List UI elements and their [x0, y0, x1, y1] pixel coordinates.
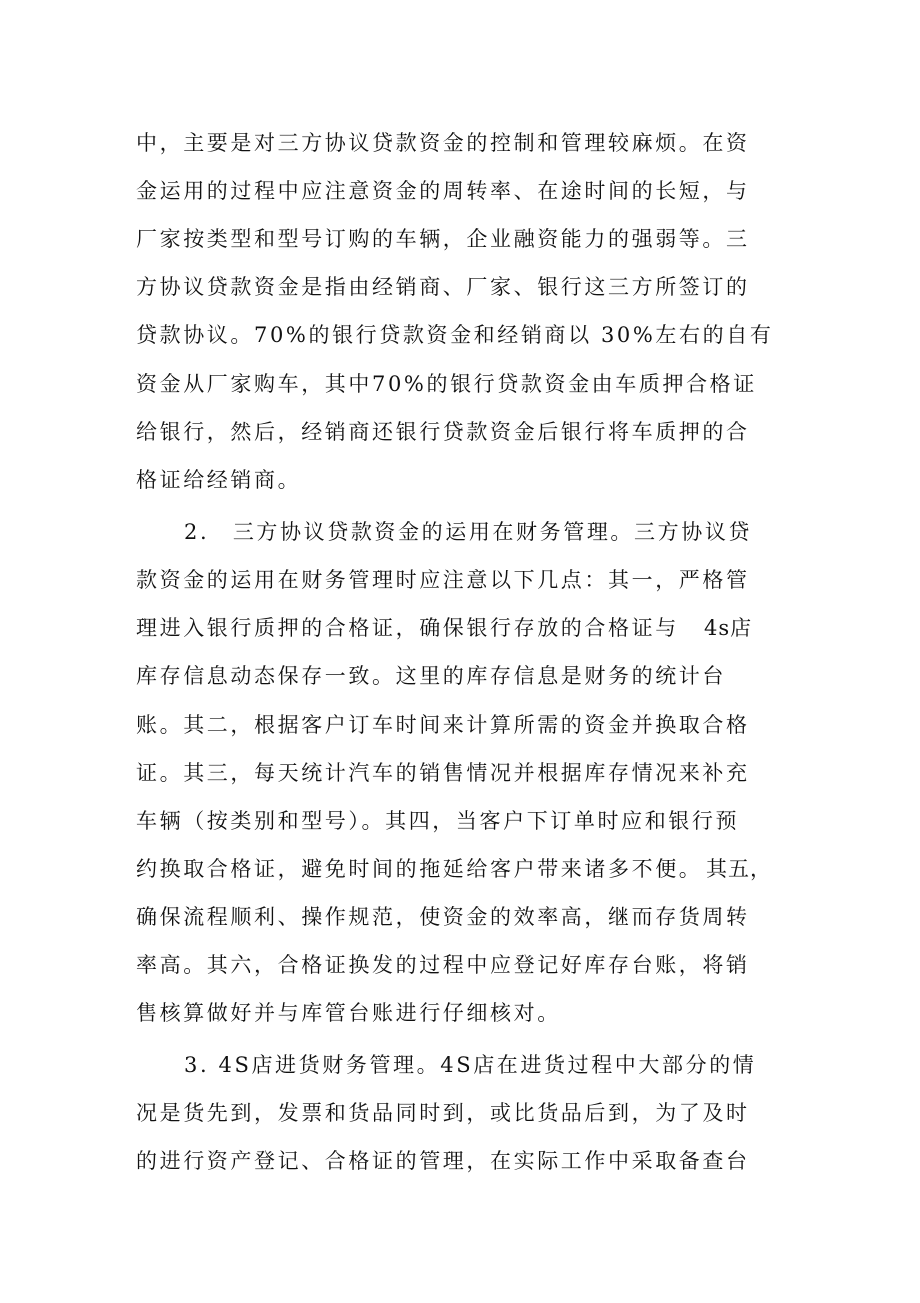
margin-text-fifth: 其五，: [706, 857, 772, 881]
text-line-1: 中，主要是对三方协议贷款资金的控制和管理较麻烦。在资: [136, 131, 750, 155]
text-line-10: 款资金的运用在财务管理时应注意以下几点：其一，严格管: [136, 568, 750, 592]
text-line-4: 方协议贷款资金是指由经销商、厂家、银行这三方所签订的: [136, 275, 750, 299]
text-line-2: 金运用的过程中应注意资金的周转率、在途时间的长短，与: [136, 179, 750, 203]
text-line-19: 售核算做好并与库管台账进行仔细核对。: [136, 1001, 561, 1025]
text-line-21: 况是货先到，发票和货品同时到，或比货品后到，为了及时: [136, 1101, 750, 1125]
text-line-13: 账。其二，根据客户订车时间来计算所需的资金并换取合格: [136, 713, 750, 737]
text-line-20: 3. 4S店进货财务管理。4S店在进货过程中大部分的情: [184, 1053, 757, 1077]
margin-text-4s-store: 4s店: [704, 616, 753, 640]
text-line-8: 格证给经销商。: [136, 468, 302, 492]
text-line-18: 率高。其六，合格证换发的过程中应登记好库存台账，将销: [136, 953, 750, 977]
text-line-14: 证。其三，每天统计汽车的销售情况并根据库存情况来补充: [136, 761, 750, 785]
text-line-15: 车辆（按类别和型号）。其四，当客户下订单时应和银行预: [136, 809, 740, 833]
text-line-17: 确保流程顺利、操作规范，使资金的效率高，继而存货周转: [136, 905, 750, 929]
text-line-7: 给银行，然后，经销商还银行贷款资金后银行将车质押的合: [136, 420, 750, 444]
text-line-5: 贷款协议。70%的银行贷款资金和经销商以 30%左右的自有: [136, 323, 774, 347]
text-line-12: 库存信息动态保存一致。这里的库存信息是财务的统计台: [136, 664, 726, 688]
text-line-9: 2. 三方协议贷款资金的运用在财务管理。三方协议贷: [184, 520, 753, 544]
text-line-3: 厂家按类型和型号订购的车辆，企业融资能力的强弱等。三: [136, 227, 750, 251]
text-line-22: 的进行资产登记、合格证的管理，在实际工作中采取备查台: [136, 1149, 750, 1173]
text-line-6: 资金从厂家购车，其中70%的银行贷款资金由车质押合格证: [136, 372, 757, 396]
text-line-16: 约换取合格证，避免时间的拖延给客户带来诸多不便。: [136, 857, 703, 881]
text-line-11: 理进入银行质押的合格证，确保银行存放的合格证与: [136, 616, 679, 640]
